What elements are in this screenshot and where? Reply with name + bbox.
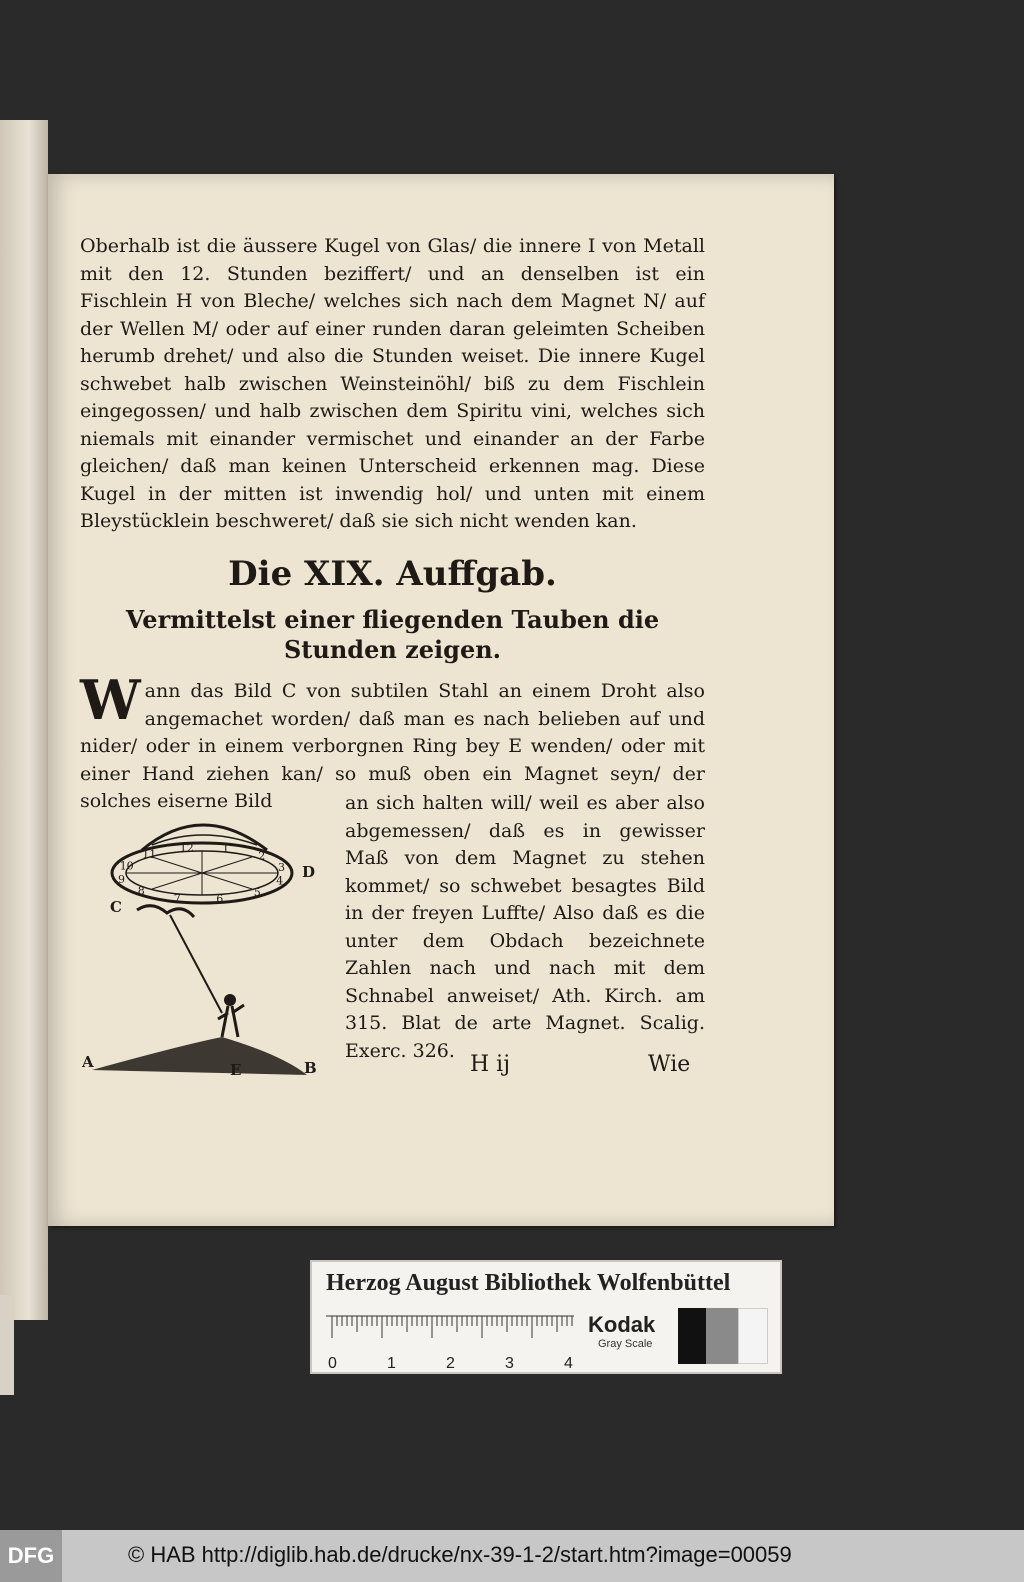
dfg-logo: DFG [0, 1530, 62, 1582]
swatch-white [738, 1308, 768, 1364]
ruler-number: 3 [505, 1355, 514, 1372]
ruler-number: 2 [446, 1355, 455, 1372]
ruler-number: 4 [564, 1355, 573, 1372]
dial-number: 5 [253, 886, 261, 900]
label-c: C [110, 898, 122, 916]
label-a: A [82, 1053, 94, 1071]
ruler-number: 1 [387, 1355, 396, 1372]
label-e: E [230, 1061, 242, 1079]
dial-number: 3 [278, 861, 285, 875]
paragraph-2-text: ann das Bild C von subtilen Stahl an einem Droht also angemachet worden/ daß man es nach belieben auf und nider/ oder in einem verborgnen Ring bey E wenden/ oder mit einer Hand ziehen kan/ so muß oben ein Magnet seyn/ der solches eiserne Bild [80, 680, 705, 812]
dial-number: 10 [119, 859, 134, 873]
color-target-card [310, 1260, 782, 1374]
paragraph-2-side: an sich halten will/ weil es aber also abgemessen/ daß es in gewisser Maß von dem Magnet zu stehen kommet/ so schwebet besagtes Bild in der freyen Luffte/ Also daß es die unter dem Obdach bezeichnete Zahlen nach und nach mit dem Schnabel anweiset/ Ath. Kirch. am 315. Blat de arte Magnet. Scalig. Exerc. 326. [345, 792, 705, 1062]
ruler-number: 0 [328, 1355, 337, 1372]
dial-number: 8 [137, 884, 145, 898]
dial-number: 7 [173, 891, 181, 905]
catchword: Wie [648, 1052, 691, 1077]
dial-number: 4 [276, 874, 284, 888]
footer-bar [0, 1530, 1024, 1582]
credit-link[interactable]: © HAB http://diglib.hab.de/drucke/nx-39-1-2/start.htm?image=00059 [128, 1542, 792, 1567]
dial-number: 6 [216, 892, 224, 906]
dial-number: 1 [222, 842, 230, 856]
dial-number: 9 [118, 872, 125, 886]
measurement-ruler [326, 1314, 576, 1372]
facing-page-edge [0, 120, 48, 1320]
drop-cap: W [80, 668, 141, 732]
facing-page-strip [0, 1295, 14, 1395]
gray-swatches [678, 1308, 768, 1364]
label-b: B [304, 1059, 317, 1077]
paragraph-1: Oberhalb ist die äussere Kugel von Glas/ die innere I von Metall mit den 12. Stunden beziffert/ und an denselben ist ein Fischlein H von Bleche/ welches sich nach dem Magnet N/ auf der Wellen M/ oder auf einer runden daran geleimten Scheiben herumb drehet/ und also die Stunden weiset. Die innere Kugel schwebet halb zwischen Weinsteinöhl/ biß zu dem Fischlein eingegossen/ und halb zwischen dem Spiritu vini, welches sich niemals mit einander vermischet und einander an der Farbe gleichen/ daß man keinen Unterscheid erkennen mag. Diese Kugel in der mitten ist inwendig hol/ und unten mit einem Bleystücklein beschweret/ daß sie sich nicht wenden kan. [80, 235, 705, 532]
swatch-gray [706, 1308, 738, 1364]
section-subtitle: Vermittelst einer fliegenden Tauben die Stunden zeigen. [125, 605, 660, 664]
signature-mark: H ij [470, 1052, 511, 1077]
dial-number: 12 [179, 841, 194, 855]
gray-scale-label: Gray Scale [598, 1338, 653, 1350]
dial-number: 2 [258, 849, 266, 863]
swatch-black [678, 1308, 706, 1364]
dial-number: 11 [142, 847, 157, 861]
institution-name: Herzog August Bibliothek Wolfenbüttel [326, 1270, 731, 1296]
woodcut-illustration [82, 805, 327, 1085]
kodak-logo: Kodak [588, 1312, 656, 1337]
section-title: Die XIX. Auffgab. [228, 554, 557, 594]
label-d: D [302, 863, 316, 881]
